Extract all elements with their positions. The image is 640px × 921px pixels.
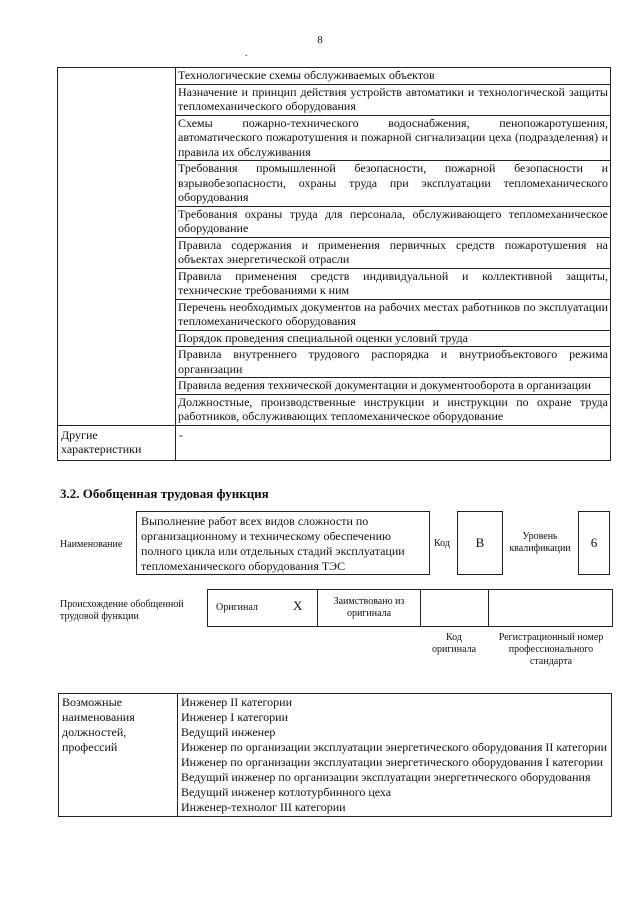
reg-number-caption: Регистрационный номер профессионального стандарта — [498, 632, 604, 667]
other-label: Другие характеристики — [58, 425, 176, 460]
page-number: 8 — [317, 34, 323, 46]
knowledge-item: Требования промышленной безопасности, пожарной безопасности и взрывобезопасности, охраны труда при эксплуатации тепломеханического оборудования — [176, 161, 611, 207]
knowledge-item: Требования охраны труда для персонала, обслуживающего тепломеханическое оборудование — [176, 206, 611, 237]
section-title: 3.2. Обобщенная трудовая функция — [60, 486, 269, 501]
origin-divider-1 — [317, 589, 318, 627]
naming-value: Выполнение работ всех видов сложности по организационному и техническому обеспечению полного цикла или отдельных стадий эксплуатации тепломеханического оборудования ТЭС — [136, 511, 430, 575]
position-item: Инженер по организации эксплуатации энергетического оборудования I категории — [181, 755, 604, 769]
original-label: Оригинал — [216, 602, 258, 613]
borrowed-label: Заимствовано из оригинала — [333, 596, 405, 619]
knowledge-item: Порядок проведения специальной оценки условий труда — [176, 330, 611, 347]
knowledge-label-cell — [58, 68, 176, 426]
knowledge-item: Правила ведения технической документации и документооборота в организации — [176, 378, 611, 395]
origin-label: Происхождение обобщенной трудовой функции — [60, 599, 184, 622]
other-value: - — [176, 425, 611, 460]
origin-divider-2 — [420, 589, 421, 627]
stray-dot: . — [245, 48, 248, 59]
knowledge-item: Назначение и принцип действия устройств автоматики и технологической защиты тепломеханического оборудования — [176, 84, 611, 115]
positions-list — [178, 694, 612, 817]
level-value: 6 — [578, 511, 610, 575]
level-label: Уровень квалификации — [509, 531, 571, 554]
code-value: B — [457, 511, 503, 575]
position-item: Инженер II категории — [181, 695, 292, 709]
original-mark: X — [293, 598, 303, 613]
naming-label: Наименование — [60, 539, 123, 550]
knowledge-item: Должностные, производственные инструкции и инструкции по охране труда работников, обслуживающих тепломеханическое оборудование — [176, 394, 611, 425]
knowledge-item: Правила содержания и применения первичных средств пожаротушения на объектах энергетической отрасли — [176, 237, 611, 268]
position-item: Инженер I категории — [181, 710, 288, 724]
knowledge-table — [57, 67, 611, 461]
positions-table — [58, 693, 612, 817]
knowledge-item: Правила применения средств индивидуальной и коллективной защиты, технические требованиями к ним — [176, 268, 611, 299]
positions-label: Возможные наименования должностей, профессий — [59, 694, 178, 817]
code-original-caption: Код оригинала — [431, 632, 477, 655]
knowledge-item: Технологические схемы обслуживаемых объектов — [176, 68, 611, 85]
position-item: Ведущий инженер по организации эксплуатации энергетического оборудования — [181, 770, 591, 784]
code-label: Код — [434, 538, 450, 549]
knowledge-item: Правила внутреннего трудового распорядка и внутриобъектового режима организации — [176, 347, 611, 378]
position-item: Ведущий инженер котлотурбинного цеха — [181, 785, 392, 799]
position-item: Ведущий инженер — [181, 725, 276, 739]
knowledge-item: Перечень необходимых документов на рабочих местах работников по эксплуатации тепломеханического оборудования — [176, 299, 611, 330]
origin-divider-3 — [488, 589, 489, 627]
position-item: Инженер по организации эксплуатации энергетического оборудования II категории — [181, 740, 608, 754]
knowledge-item: Схемы пожарно-технического водоснабжения, пенопожаротушения, автоматического пожаротушения и пожарной сигнализации цеха (подразделения) и правила их обслуживания — [176, 115, 611, 161]
position-item: Инженер-технолог III категории — [181, 800, 346, 814]
